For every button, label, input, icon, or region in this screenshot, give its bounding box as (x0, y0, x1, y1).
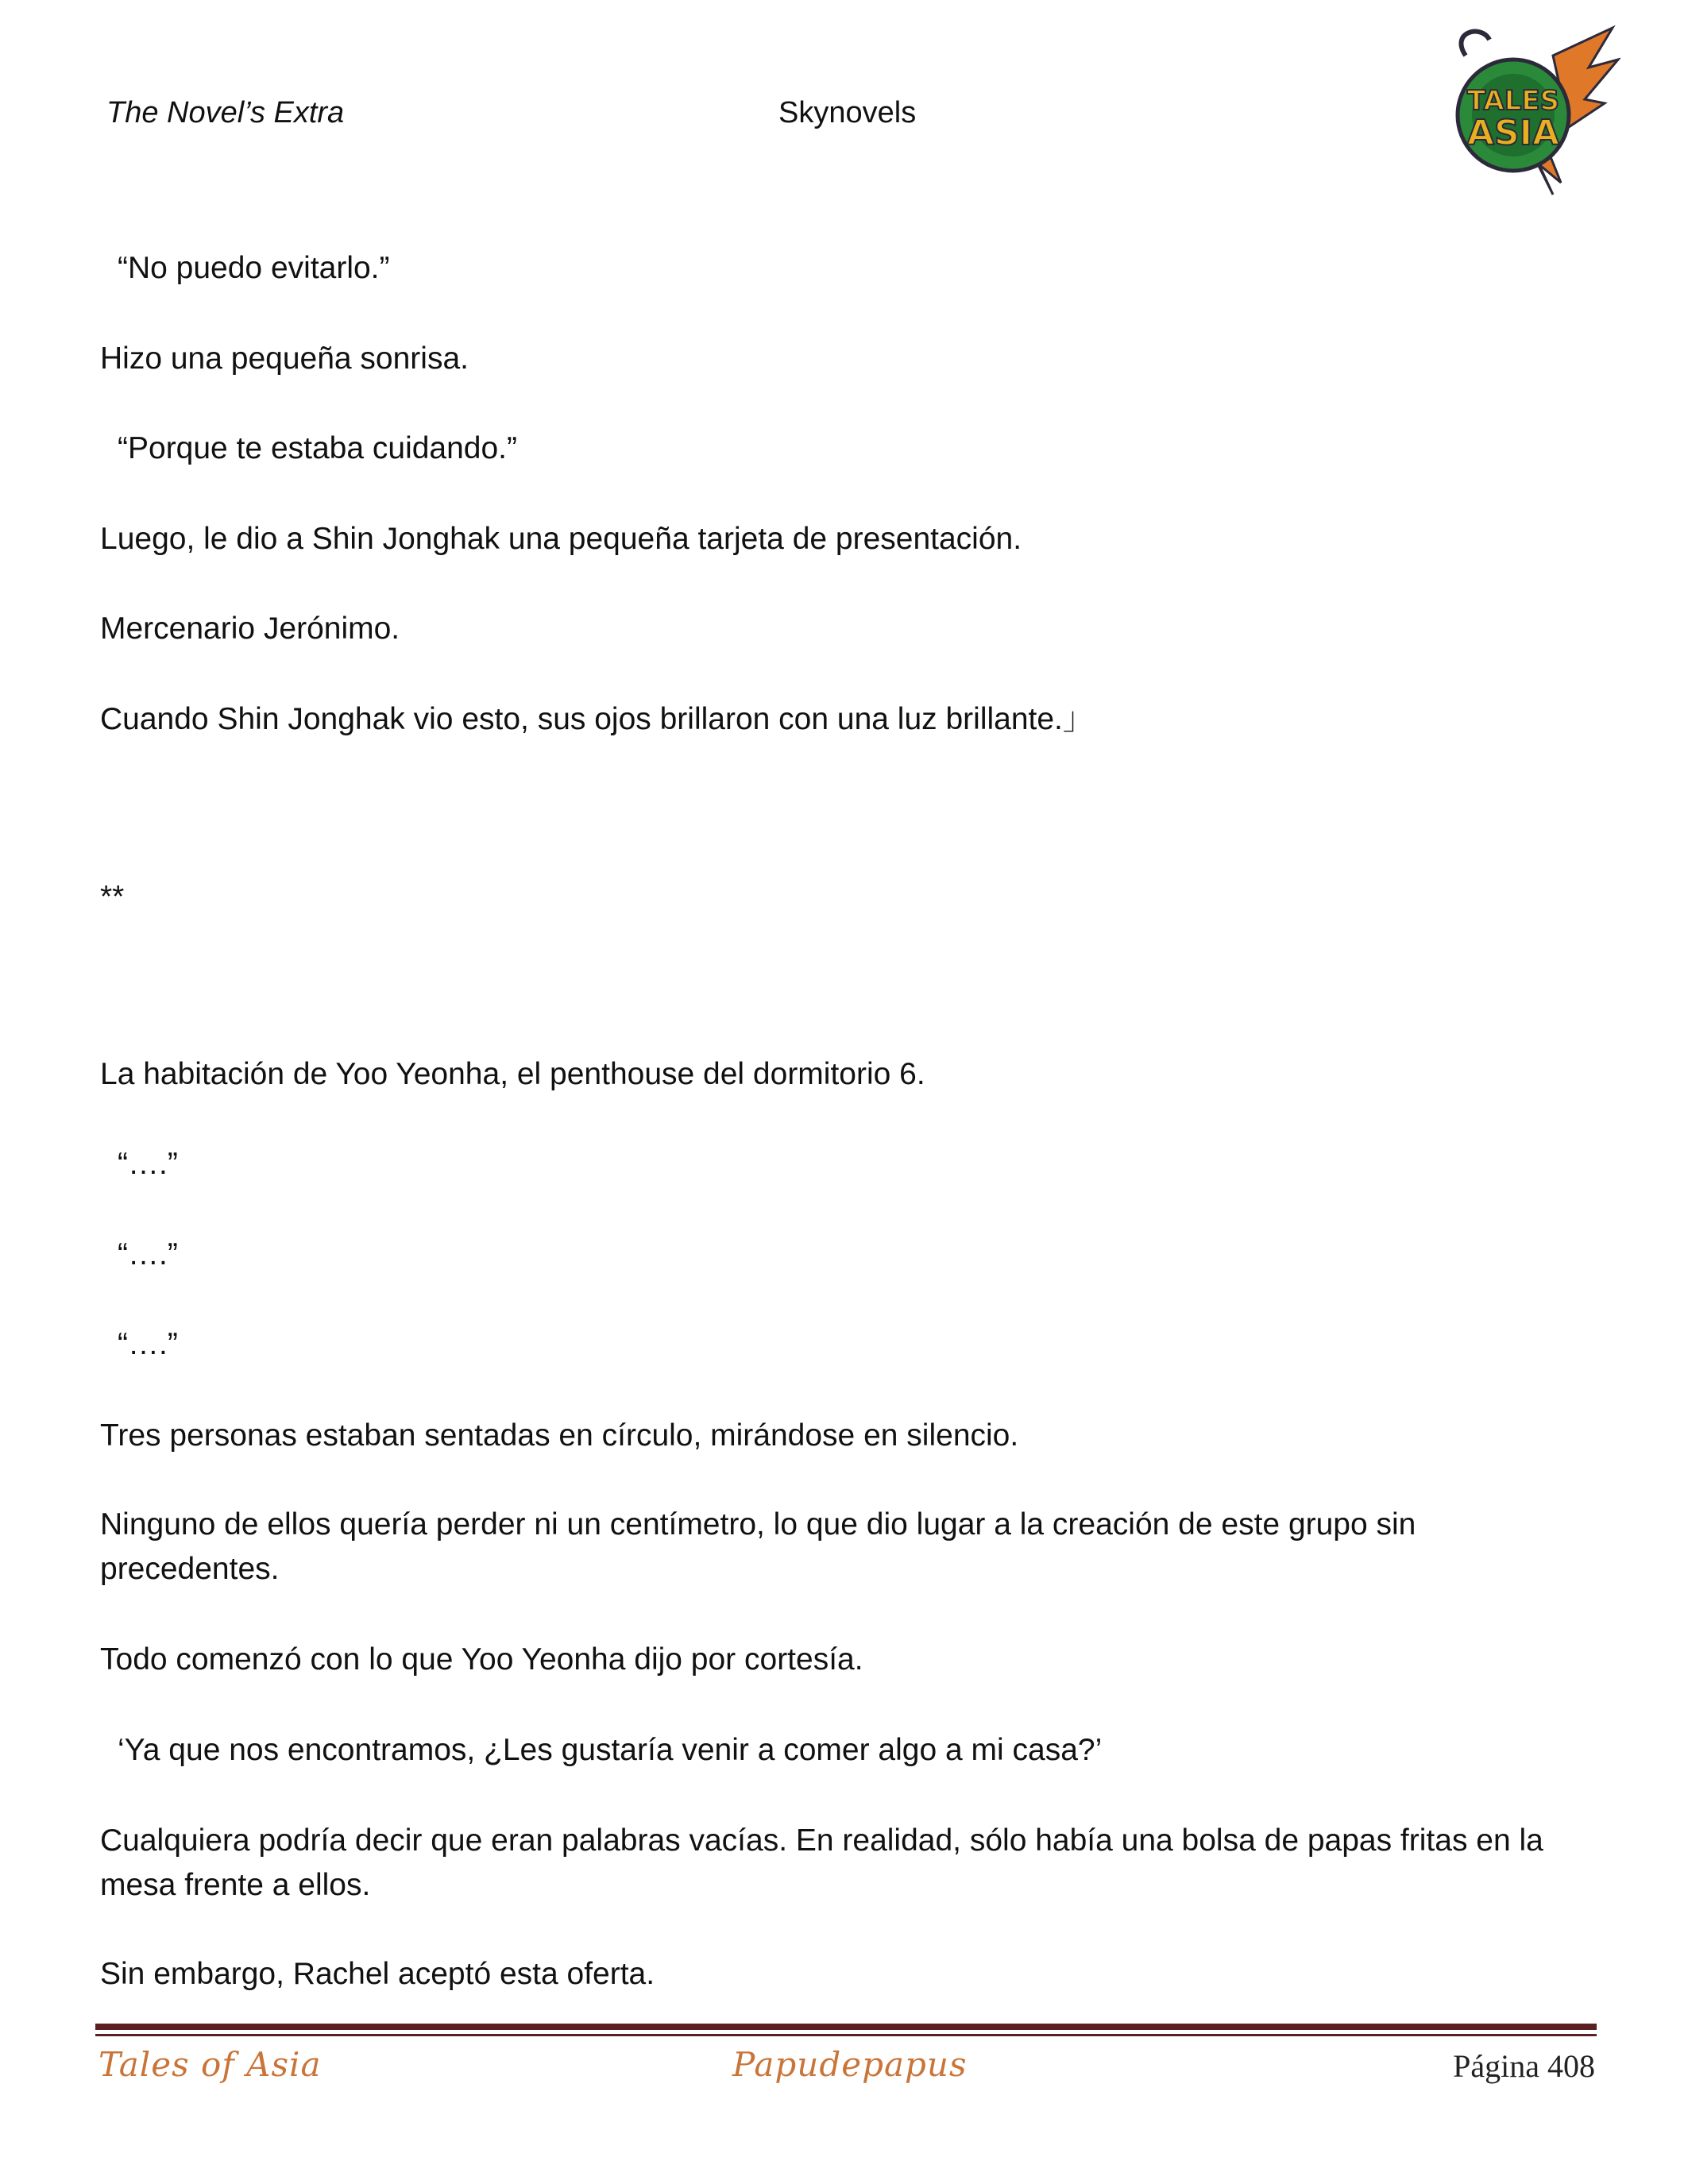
page-number: Página 408 (1453, 2048, 1595, 2084)
footer-rule (95, 2024, 1597, 2030)
paragraph: “….” (118, 1327, 178, 1361)
tales-of-asia-logo (1434, 24, 1620, 203)
paragraph: “….” (118, 1237, 178, 1271)
footer-site-name: Tales of Asia (98, 2045, 322, 2084)
svg-text:TALES: TALES (1466, 85, 1560, 117)
svg-text:ASIA: ASIA (1466, 113, 1560, 153)
book-title: The Novel’s Extra (106, 96, 345, 129)
footer-translator: Papudepapus (732, 2045, 968, 2084)
paragraph: ‘Ya que nos encontramos, ¿Les gustaría venir a comer algo a mi casa?’ (118, 1733, 1103, 1767)
site-name: Skynovels (778, 96, 917, 129)
paragraph: “No puedo evitarlo.” (118, 251, 390, 285)
paragraph: Tres personas estaban sentadas en círculo, mirándose en silencio. (100, 1418, 1019, 1453)
paragraph: Mercenario Jerónimo. (100, 612, 400, 646)
paragraph: Cualquiera podría decir que eran palabras vacías. En realidad, sólo había una bolsa de papas fritas en la mesa frente a ellos. (100, 1823, 1552, 1902)
paragraph: La habitación de Yoo Yeonha, el penthouse del dormitorio 6. (100, 1057, 925, 1091)
paragraph: “Porque te estaba cuidando.” (118, 431, 518, 465)
paragraph: Sin embargo, Rachel aceptó esta oferta. (100, 1957, 655, 1991)
paragraph: Cuando Shin Jonghak vio esto, sus ojos brillaron con una luz brillante.」 (100, 702, 1094, 736)
scene-break: ** (100, 880, 125, 914)
paragraph: Todo comenzó con lo que Yoo Yeonha dijo por cortesía. (100, 1642, 863, 1677)
paragraph: “….” (118, 1147, 178, 1181)
paragraph: Ninguno de ellos quería perder ni un centímetro, lo que dio lugar a la creación de este grupo sin precedentes. (100, 1507, 1425, 1586)
paragraph: Luego, le dio a Shin Jonghak una pequeña tarjeta de presentación. (100, 522, 1022, 556)
paragraph: Hizo una pequeña sonrisa. (100, 341, 469, 376)
footer-rule-thin (95, 2034, 1597, 2036)
